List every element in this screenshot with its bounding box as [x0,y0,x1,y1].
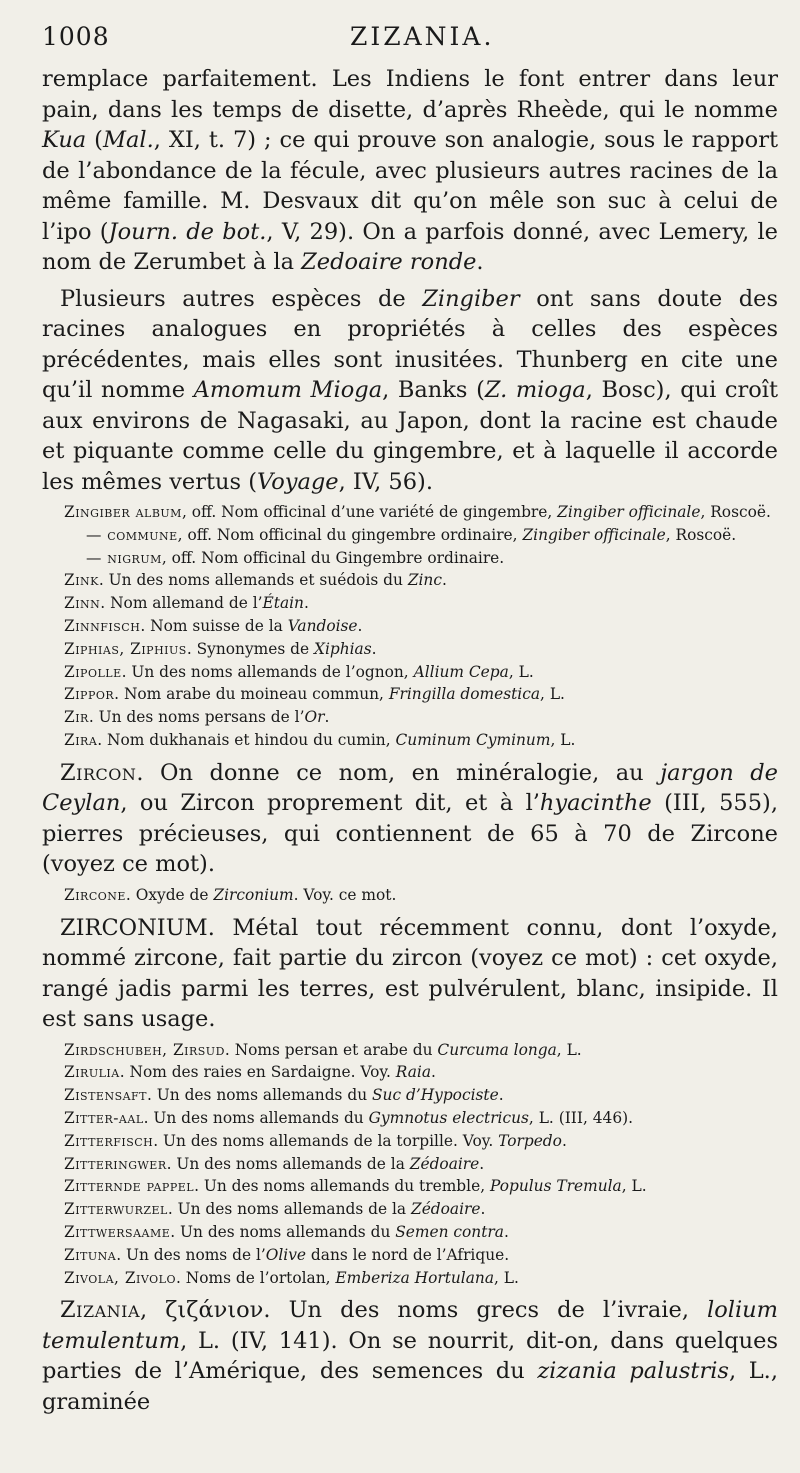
entry-zircon: Zircon. On donne ce nom, en minéralogie, au jargon de Ceylan, ou Zircon proprement dit, et à l’hyacinthe (III, 555), pierres précieuses, qui contiennent de 65 à 70 de Zircone (voyez ce mot). [42,759,778,878]
page-header [42,20,778,64]
entry-zingiber-commune: — commune, off. Nom officinal du gingembre ordinaire, Zingiber officinale, Roscoë. [86,525,737,544]
entry-zingiber-album: Zingiber album, off. Nom officinal d’une variété de gingembre, Zingiber officinale, Roscoë. [64,503,771,521]
entry-zitternde-pappel: Zitternde pappel. Un des noms allemands du tremble, Populus Tremula, L. [64,1177,647,1196]
zingiber-paragraph: Plusieurs autres espèces de Zingiber ont sans doute des racines analogues en propriétés à celles des espèces précédentes, mais elles sont inusitées. Thunberg en cite une qu’il nomme Amomum Mioga, Banks (Z. mioga, Bosc), qui croît aux environs de Nagasaki, au Japon, dont la racine est chaude et piquante comme celle du gingembre, et à laquelle il accorde les mêmes vertus (Voyage, IV, 56). [42,285,779,495]
entry-zistensaft: Zistensaft. Un des noms allemands du Suc d’Hypociste. [64,1086,504,1105]
entry-zizania: Zizania, ζιζάνιον. Un des noms grecs de l’ivraie, lolium temulentum, L. (IV, 141). On se nourrit, dit-on, dans quelques parties de l’Amérique, des semences du zizania palustris, L., graminée [42,1297,778,1415]
running-title: ZIZANIA. [350,22,495,51]
entry-zitterwurzel: Zitterwurzel. Un des noms allemands de la Zédoaire. [64,1200,486,1219]
entry-zink: Zink. Un des noms allemands et suédois du Zinc. [64,571,447,590]
entry-zivola: Zivola, Zivolo. Noms de l’ortolan, Emberiza Hortulana, L. [64,1268,519,1287]
entry-zirdschubeh: Zirdschubeh, Zirsud. Noms persan et arabe du Curcuma longa, L. [64,1040,582,1059]
short-entries-1 [42,501,778,752]
page-number: 1008 [42,22,110,51]
entry-ziphias: Ziphias, Ziphius. Synonymes de Xiphias. [64,639,377,658]
entry-zira: Zira. Nom dukhanais et hindou du cumin, Cuminum Cyminum, L. [64,730,576,749]
entry-zinnfisch: Zinnfisch. Nom suisse de la Vandoise. [64,616,363,635]
entry-continuation: remplace parfaitement. Les Indiens le font entrer dans leur pain, dans les temps de disette, d’après Rheède, qui le nomme Kua (Mal., XI, t. 7) ; ce qui prouve son analogie, sous le rapport de l’abondance de la fécule, avec plusieurs autres racines de la même famille. M. Desvaux dit qu’on mêle son suc à celui de l’ipo (Journ. de bot., V, 29). On a parfois donné, avec Lemery, le nom de Zerumbet à la Zedoaire ronde. [42,66,778,275]
entry-zittwersaame: Zittwersaame. Un des noms allemands du Semen contra. [64,1222,509,1241]
entry-zircone: Zircone. Oxyde de Zirconium. Voy. ce mot. [64,885,397,904]
entry-zipolle: Zipolle. Un des noms allemands de l’ognon, Allium Cepa, L. [64,662,534,681]
entry-zitter-aal: Zitter-aal. Un des noms allemands du Gymnotus electricus, L. (III, 446). [64,1108,634,1127]
entry-zirulia: Zirulia. Nom des raies en Sardaigne. Voy. Raia. [64,1063,436,1082]
entry-zir: Zir. Un des noms persans de l’Or. [64,708,330,727]
entry-zingiber-nigrum: — nigrum, off. Nom officinal du Gingembre ordinaire. [86,548,505,567]
entry-zirconium: ZIRCONIUM. Métal tout récemment connu, dont l’oxyde, nommé zircone, fait partie du zircon (voyez ce mot) : cet oxyde, rangé jadis parmi les terres, est pulvérulent, blanc, insipide. Il est sans usage. [42,914,778,1033]
entry-zippor: Zippor. Nom arabe du moineau commun, Fringilla domestica, L. [64,685,565,704]
entry-zituna: Zituna. Un des noms de l’Olive dans le nord de l’Afrique. [64,1245,510,1264]
entry-zitteringwer: Zitteringwer. Un des noms allemands de la Zédoaire. [64,1154,485,1173]
entry-zinn: Zinn. Nom allemand de l’Étain. [64,594,309,613]
short-entries-2 [42,1039,778,1290]
entry-zitterfisch: Zitterfisch. Un des noms allemands de la torpille. Voy. Torpedo. [64,1131,567,1150]
